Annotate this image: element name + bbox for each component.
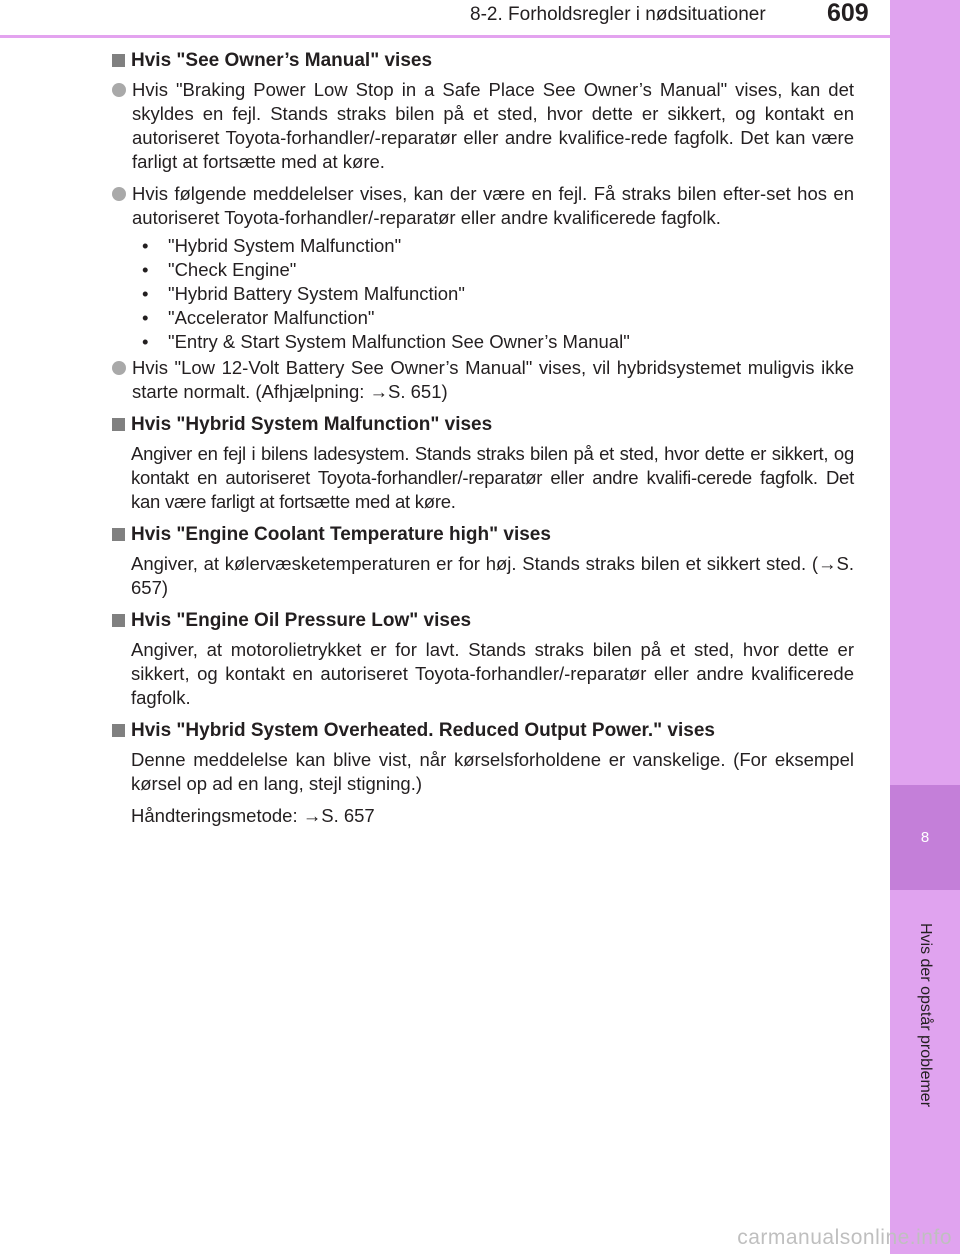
- section-heading: Hvis "Engine Oil Pressure Low" vises: [110, 608, 854, 634]
- section-heading: Hvis "Hybrid System Overheated. Reduced Output Power." vises: [110, 718, 854, 744]
- section-engine-oil-pressure: [110, 608, 854, 710]
- section-heading: Hvis "See Owner’s Manual" vises: [110, 48, 854, 74]
- list-item: • "Hybrid Battery System Malfunction": [142, 283, 465, 304]
- dot-bullet-icon: •: [142, 235, 149, 256]
- section-heading: Hvis "Hybrid System Malfunction" vises: [110, 412, 854, 438]
- round-bullet-icon: [112, 83, 126, 97]
- square-bullet-icon: [112, 418, 125, 431]
- chapter-number: 8: [890, 785, 960, 890]
- section-hybrid-system-overheated: [110, 718, 854, 828]
- header-divider: [0, 35, 890, 38]
- round-bullet-icon: [112, 187, 126, 201]
- section-paragraph: Denne meddelelse kan blive vist, når kørselsforholdene er vanskelige. (For eksempel kørsel op ad en lang, stejl stigning.): [131, 749, 854, 794]
- square-bullet-icon: [112, 614, 125, 627]
- bullet-item: Hvis følgende meddelelser vises, kan der være en fejl. Få straks bilen efter-set hos en autoriseret Toyota-forhandler/-reparatør eller andre kvalificerede fagfolk.: [110, 182, 854, 230]
- round-bullet-icon: [112, 361, 126, 375]
- dot-bullet-icon: •: [142, 331, 149, 352]
- dot-bullet-icon: •: [142, 307, 149, 328]
- bullet-item: Hvis "Low 12-Volt Battery See Owner’s Manual" vises, vil hybridsystemet muligvis ikke starte normalt. (Afhjælpning: →S. 651): [110, 356, 854, 404]
- square-bullet-icon: [112, 528, 125, 541]
- list-item: • "Entry & Start System Malfunction See Owner’s Manual": [142, 331, 630, 352]
- chapter-label: Hvis der opstår problemer: [917, 922, 934, 1108]
- list-item: • "Check Engine": [142, 259, 297, 280]
- page-number: 609: [827, 0, 869, 27]
- square-bullet-icon: [112, 54, 125, 67]
- message-list: [132, 234, 854, 354]
- section-engine-coolant-temperature: [110, 522, 854, 600]
- section-paragraph: Angiver en fejl i bilens ladesystem. Stands straks bilen på et sted, hvor dette er sikkert, og kontakt en autoriseret Toyota-forhandler/-reparatør eller andre kvalifi-cerede fagfolk. Det kan være farligt at fortsætte med at køre.: [131, 443, 854, 512]
- section-hybrid-system-malfunction: [110, 412, 854, 514]
- section-paragraph: Angiver, at motorolietrykket er for lavt. Stands straks bilen på et sted, hvor dette er sikkert, og kontakt en autoriseret Toyota-forhandler/-reparatør eller andre kvalificerede fagfolk.: [131, 639, 854, 708]
- page-content: [110, 48, 854, 836]
- square-bullet-icon: [112, 724, 125, 737]
- section-heading: Hvis "Engine Coolant Temperature high" vises: [110, 522, 854, 548]
- handling-method: Håndteringsmetode: →S. 657: [131, 805, 375, 826]
- section-see-owners-manual: [110, 48, 854, 404]
- list-item: • "Hybrid System Malfunction": [142, 235, 402, 256]
- header-title: 8-2. Forholdsregler i nødsituationer: [470, 4, 766, 25]
- dot-bullet-icon: •: [142, 283, 149, 304]
- watermark: carmanualsonline.info: [737, 1226, 952, 1249]
- section-paragraph: Angiver, at kølervæsketemperaturen er for høj. Stands straks bilen et sikkert sted. (→S. 657): [131, 553, 854, 598]
- bullet-item: Hvis "Braking Power Low Stop in a Safe Place See Owner’s Manual" vises, kan det skyldes en fejl. Stands straks bilen på et sted, hvor dette er sikkert, og kontakt en autoriseret Toyota-forhandler/-reparatør eller andre kvalifice-rede fagfolk. Det kan være farligt at fortsætte med at køre.: [110, 78, 854, 174]
- list-item: • "Accelerator Malfunction": [142, 307, 375, 328]
- dot-bullet-icon: •: [142, 259, 149, 280]
